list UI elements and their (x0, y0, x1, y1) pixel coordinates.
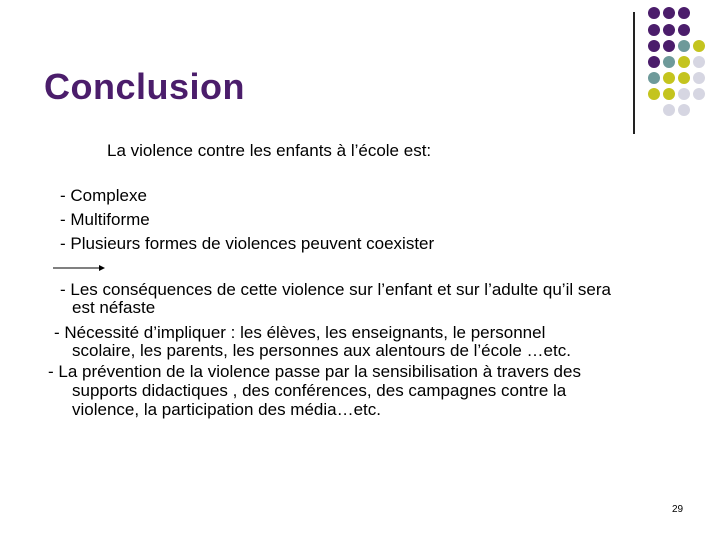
decorative-dot (648, 24, 660, 36)
necessity-line-1: - Nécessité d’impliquer : les élèves, les enseignants, le personnel (54, 323, 546, 342)
decorative-dot-grid (0, 0, 728, 130)
decorative-dot (648, 40, 660, 52)
decorative-dot (663, 24, 675, 36)
decorative-dot (693, 72, 705, 84)
decorative-dot (678, 104, 690, 116)
decorative-dot (648, 88, 660, 100)
right-arrow-icon (53, 263, 105, 273)
decorative-dot (648, 72, 660, 84)
decorative-dot (693, 56, 705, 68)
decorative-dot (678, 40, 690, 52)
decorative-dot (648, 56, 660, 68)
decorative-dot (678, 88, 690, 100)
decorative-dot (678, 24, 690, 36)
decorative-dot (693, 88, 705, 100)
slide-title: Conclusion (44, 66, 245, 107)
decorative-dot (663, 88, 675, 100)
prevention-line-2: supports didactiques , des conférences, des campagnes contre la (72, 381, 567, 400)
necessity-line-2: scolaire, les parents, les personnes aux alentours de l’école …etc. (72, 341, 571, 360)
page-number: 29 (672, 504, 684, 515)
decorative-dot (663, 104, 675, 116)
decorative-dot (678, 56, 690, 68)
intro-text: La violence contre les enfants à l’école est: (107, 141, 432, 160)
prevention-line-3: violence, la participation des média…etc. (72, 400, 381, 419)
decorative-dot (663, 7, 675, 19)
list-item-multiforme: - Multiforme (60, 210, 150, 229)
prevention-line-1: - La prévention de la violence passe par la sensibilisation à travers des (48, 362, 581, 381)
decorative-dot (678, 7, 690, 19)
consequence-line-2: est néfaste (72, 298, 156, 317)
list-item-complexe: - Complexe (60, 186, 147, 205)
list-item-coexister: - Plusieurs formes de violences peuvent coexister (60, 234, 435, 253)
decorative-dot (663, 72, 675, 84)
decorative-dot (693, 40, 705, 52)
decorative-dot (648, 7, 660, 19)
decorative-dot (678, 72, 690, 84)
consequence-line-1: - Les conséquences de cette violence sur l’enfant et sur l’adulte qu’il sera (60, 280, 611, 299)
decorative-dot (663, 56, 675, 68)
decorative-dot (663, 40, 675, 52)
